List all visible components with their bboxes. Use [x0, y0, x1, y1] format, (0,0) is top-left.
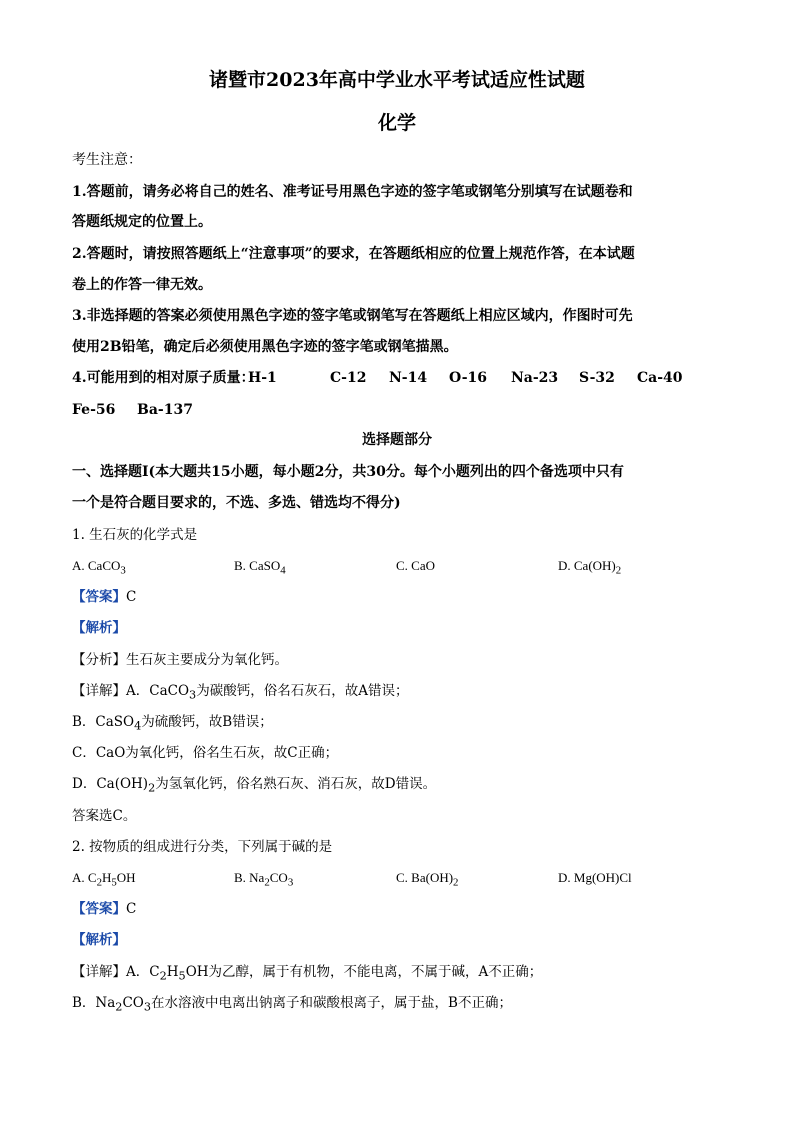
answer-row: 【答案】C — [72, 901, 137, 917]
option-c: C. CaO — [396, 558, 435, 573]
atomic-mass: Ba-137 — [137, 402, 193, 418]
notice-line: 3.非选择题的答案必须使用黑色字迹的签字笔或钢笔写在答题纸上相应区域内，作图时可先 — [72, 308, 633, 324]
question-stem: 1. 生石灰的化学式是 — [72, 527, 198, 543]
part-heading: 一、选择题Ⅰ(本大题共15小题，每小题2分，共30分。每个小题列出的四个备选项中只有 — [72, 464, 624, 480]
option-a: A. CaCO$_3$ — [72, 558, 126, 577]
notice-line: 卷上的作答一律无效。 — [72, 277, 212, 293]
option-d: D. Mg(OH)Cl — [558, 870, 632, 885]
atomic-mass-label: 4.可能用到的相对原子质量： — [72, 370, 255, 386]
atomic-mass: Fe-56 — [72, 402, 116, 418]
option-b: B. $Na_2CO_3$ — [234, 870, 294, 889]
page-title: 诸暨市2023年高中学业水平考试适应性试题 — [209, 69, 585, 91]
notice-line: 2.答题时，请按照答题纸上“注意事项”的要求，在答题纸相应的位置上规范作答，在本试题 — [72, 246, 635, 262]
subject-title: 化学 — [377, 112, 416, 134]
atomic-mass: O-16 — [449, 370, 488, 386]
notice-heading: 考生注意： — [72, 152, 142, 168]
answer-row: 【答案】C — [72, 589, 137, 605]
section-title: 选择题部分 — [362, 432, 432, 448]
notice-line: 1.答题前，请务必将自己的姓名、准考证号用黑色字迹的签字笔或钢笔分别填写在试题卷和 — [72, 184, 633, 200]
detail-row: C．CaO为氧化钙，俗名生石灰，故C正确； — [72, 745, 339, 761]
fenxi-row: 【分析】生石灰主要成分为氧化钙。 — [72, 652, 288, 668]
analysis-tag: 【解析】 — [72, 932, 126, 948]
conclusion: 答案选C。 — [72, 808, 137, 824]
atomic-mass: Na-23 — [511, 370, 559, 386]
question-stem: 2. 按物质的组成进行分类，下列属于碱的是 — [72, 839, 333, 855]
notice-line: 使用2B铅笔，确定后必须使用黑色字迹的签字笔或钢笔描黑。 — [72, 339, 458, 355]
option-c: C. $Ba(OH)_2$ — [396, 870, 459, 889]
atomic-mass: C-12 — [330, 370, 367, 386]
detail-row: 【详解】A．CaCO$_3$为碳酸钙，俗名石灰石，故A错误； — [72, 683, 409, 702]
detail-row: B．CaSO$_4$为硫酸钙，故B错误； — [72, 714, 273, 733]
atomic-mass: N-14 — [389, 370, 428, 386]
notice-line: 答题纸规定的位置上。 — [72, 214, 212, 230]
detail-row: 【详解】A．$C_2H_5OH$为乙醇，属于有机物，不能电离，不属于碱，A不正确； — [72, 964, 543, 983]
option-d: D. $Ca(OH)_2$ — [558, 558, 622, 577]
atomic-mass: Ca-40 — [637, 370, 683, 386]
option-a: A. $C_2H_5OH$ — [72, 870, 136, 889]
analysis-tag: 【解析】 — [72, 620, 126, 636]
option-b: B. CaSO$_4$ — [234, 558, 286, 577]
atomic-mass: S-32 — [579, 370, 615, 386]
part-heading: 一个是符合题目要求的，不选、多选、错选均不得分) — [72, 495, 401, 511]
atomic-mass: H-1 — [248, 370, 277, 386]
detail-row: D．$Ca(OH)_2$为氢氧化钙，俗名熟石灰、消石灰，故D错误。 — [72, 776, 437, 795]
detail-row: B．$Na_2CO_3$在水溶液中电离出钠离子和碳酸根离子，属于盐，B不正确； — [72, 995, 512, 1014]
